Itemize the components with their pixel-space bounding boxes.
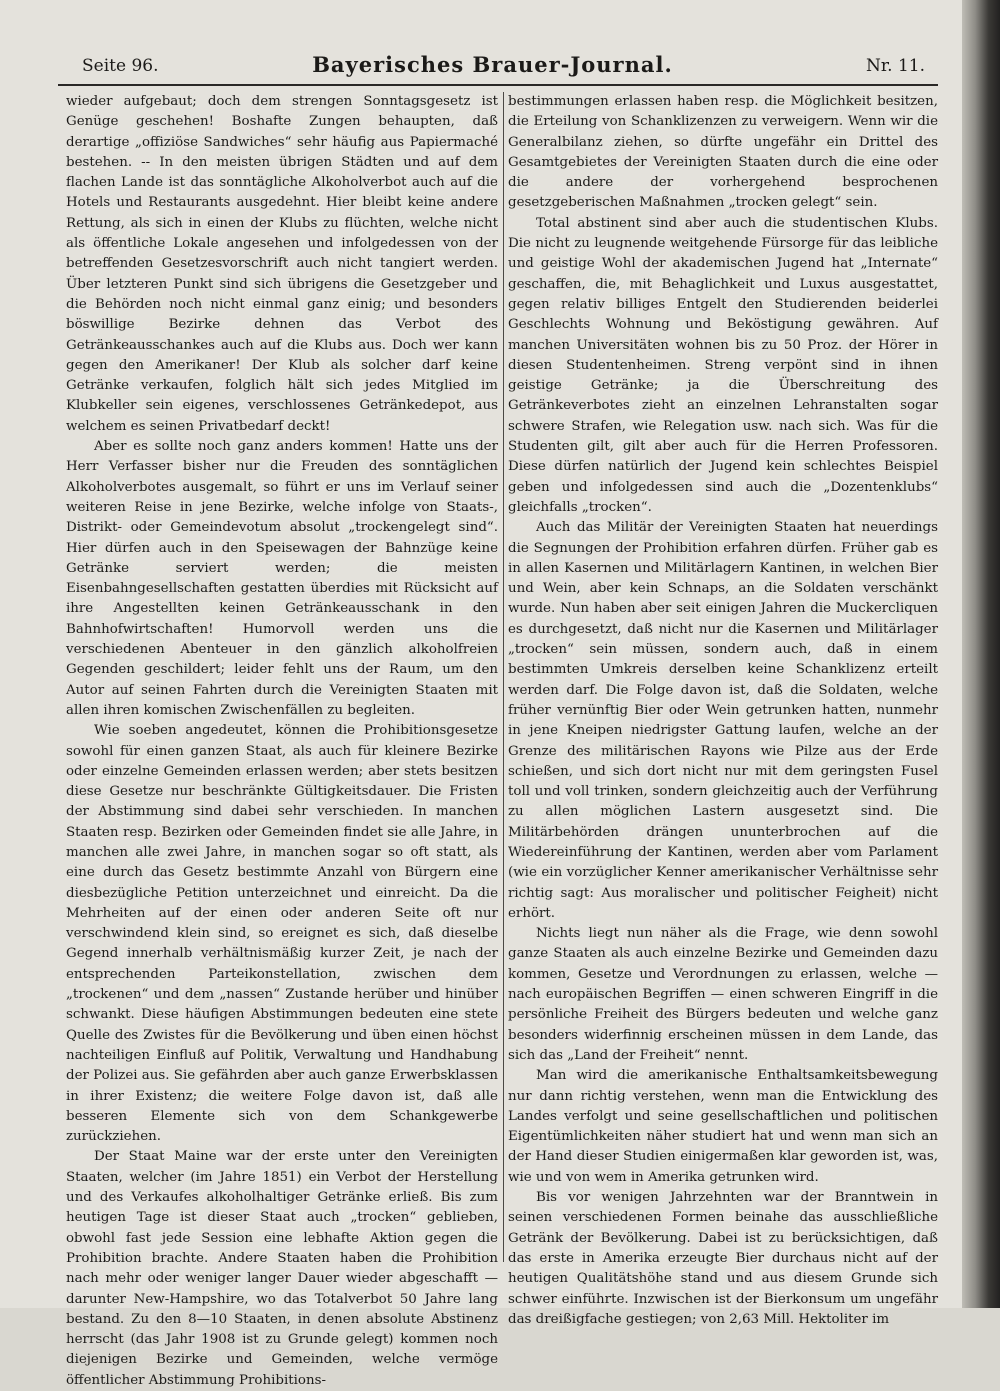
paragraph: Der Staat Maine war der erste unter den Vereinigten Staaten, welcher (im Jahre 1851) ein Verbot der Herstellung und des Verkaufes alkoholhaltiger Getränke erließ. Bis zum heutigen Tage ist dieser Staat auch „trocken“ geblieben, obwohl fast jede Session eine lebhafte Aktion gegen die Prohibition brachte. Andere Staaten haben die Prohibition nach mehr oder weniger langer Dauer wieder abgeschafft — darunter New-Hampshire, wo das Totalverbot 50 Jahre lang bestand. Zu den 8—10 Staaten, in denen absolute Abstinenz herrscht (das Jahr 1908 ist zu Grunde gelegt) kommen noch diejenigen Bezirke und Gemeinden, welche vermöge öffentlicher Abstimmung Prohibitions- — [66, 1149, 498, 1388]
issue-number: Nr. 11. — [866, 56, 925, 76]
left-column — [66, 92, 498, 1388]
page-header — [60, 52, 925, 84]
journal-title: Bayerisches Brauer-Journal. — [312, 52, 673, 77]
header-rule — [58, 84, 938, 86]
paragraph: wieder aufgebaut; doch dem strengen Sonntagsgesetz ist Genüge geschehen! Boshafte Zungen behaupten, daß derartige „offiziöse Sandwiches“ sehr häufig aus Papiermaché bestehen. -- In den meisten übrigen Städten und auf dem flachen Lande ist das sonntägliche Alkoholverbot auch auf die Hotels und Restaurants ausgedehnt. Hier bleibt keine andere Rettung, als sich in einen der Klubs zu flüchten, welche nicht als öffentliche Lokale angesehen und infolgedessen von der betreffenden Gesetzesvorschrift auch nicht tangiert werden. Über letzteren Punkt sind sich übrigens die Gesetzgeber und die Behörden noch nicht einmal ganz einig; und besonders böswillige Bezirke dehnen das Verbot des Getränkeausschankes auch auf die Klubs aus. Doch wer kann gegen den Amerikaner! Der Klub als solcher darf keine Getränke verkaufen, folglich hält sich jedes Mitglied im Klubkeller sein eigenes, verschlossenes Getränkedepot, aus welchem es seinen Privatbedarf deckt! — [66, 94, 498, 434]
paragraph: Nichts liegt nun näher als die Frage, wie denn sowohl ganze Staaten als auch einzelne Bezirke und Gemeinden dazu kommen, Gesetze und Verordnungen zu erlassen, welche — nach europäischen Begriffen — einen schweren Eingriff in die persönliche Freiheit des Bürgers bedeuten und welche ganz besonders widerfinnig erscheinen müssen in dem Lande, das sich das „Land der Freiheit“ nennt. — [508, 926, 938, 1063]
column-divider — [503, 92, 504, 1262]
paragraph: Wie soeben angedeutet, können die Prohibitionsgesetze sowohl für einen ganzen Staat, als auch für kleinere Bezirke oder einzelne Gemeinden erlassen werden; aber stets besitzen diese Gesetze nur beschränkte Gültigkeitsdauer. Die Fristen der Abstimmung sind dabei sehr verschieden. In manchen Staaten resp. Bezirken oder Gemeinden findet sie alle Jahre, in manchen alle zwei Jahre, in manchen sogar so oft statt, als eine durch das Gesetz bestimmte Anzahl von Bürgern eine diesbezügliche Petition unterzeichnet und einreicht. Da die Mehrheiten auf der einen oder anderen Seite oft nur verschwindend klein sind, so ereignet es sich, daß dieselbe Gegend innerhalb verhältnismäßig kurzer Zeit, je nach der entsprechenden Parteikonstellation, zwischen dem „trockenen“ und dem „nassen“ Zustande herüber und hinüber schwankt. Diese häufigen Abstimmungen bedeuten eine stete Quelle des Zwistes für die Bevölkerung und üben einen höchst nachteiligen Einfluß auf Politik, Verwaltung und Handhabung der Polizei aus. Sie gefährden aber auch ganze Erwerbsklassen in ihrer Existenz; die weitere Folge davon ist, daß alle besseren Elemente sich von dem Schankgewerbe zurückziehen. — [66, 723, 498, 1145]
paragraph: Auch das Militär der Vereinigten Staaten hat neuerdings die Segnungen der Prohibition erfahren dürfen. Früher gab es in allen Kasernen und Militärlagern Kantinen, in welchen Bier und Wein, aber kein Schnaps, an die Soldaten verschänkt wurde. Nun haben aber seit einigen Jahren die Muckercliquen es durchgesetzt, daß nicht nur die Kasernen und Militärlager „trocken“ sein müssen, sondern auch, daß in einem bestimmten Umkreis derselben keine Schanklizenz erteilt werden darf. Die Folge davon ist, daß die Soldaten, welche früher vernünftig Bier oder Wein getrunken hatten, nunmehr in jene Kneipen niedrigster Gattung laufen, welche an der Grenze des militärischen Rayons wie Pilze aus der Erde schießen, und sich dort nicht nur mit dem geringsten Fusel toll und voll trinken, sondern gleichzeitig auch der Verführung zu allen möglichen Lastern ausgesetzt sind. Die Militärbehörden drängen ununterbrochen auf die Wiedereinführung der Kantinen, werden aber vom Parlament (wie ein vorzüglicher Kenner amerikanischer Verhältnisse sehr richtig sagt: Aus moralischer und politischer Feigheit) nicht erhört. — [508, 520, 938, 921]
right-column — [508, 92, 938, 1327]
paragraph: Man wird die amerikanische Enthaltsamkeitsbewegung nur dann richtig verstehen, wenn man die Entwicklung des Landes verfolgt und seine gesellschaftlichen und politischen Eigentümlichkeiten näher studiert hat und wenn man sich an der Hand dieser Studien einigermaßen klar geworden ist, was, wie und von wem in Amerika getrunken wird. — [508, 1068, 938, 1185]
page-number: Seite 96. — [82, 56, 159, 76]
book-binding-edge — [962, 0, 1000, 1308]
paragraph: bestimmungen erlassen haben resp. die Möglichkeit besitzen, die Erteilung von Schanklizenzen zu verweigern. Wenn wir die Generalbilanz ziehen, so dürfte ungefähr ein Drittel des Gesamtgebietes der Vereinigten Staaten durch die eine oder die andere der vorhergehend besprochenen gesetzgeberischen Maßnahmen „trocken gelegt“ sein. — [508, 94, 938, 211]
paragraph: Bis vor wenigen Jahrzehnten war der Branntwein in seinen verschiedenen Formen beinahe das ausschließliche Getränk der Bevölkerung. Dabei ist zu berücksichtigen, daß das erste in Amerika erzeugte Bier durchaus nicht auf der heutigen Qualitätshöhe stand und aus diesem Grunde sich schwer einführte. Inzwischen ist der Bierkonsum um ungefähr das dreißigfache gestiegen; von 2,63 Mill. Hektoliter im — [508, 1190, 938, 1327]
paragraph: Aber es sollte noch ganz anders kommen! Hatte uns der Herr Verfasser bisher nur die Freuden des sonntäglichen Alkoholverbotes ausgemalt, so führt er uns im Verlauf seiner weiteren Reise in jene Bezirke, welche infolge von Staats-, Distrikt- oder Gemeindevotum absolut „trockengelegt sind“. Hier dürfen auch in den Speisewagen der Bahnzüge keine Getränke serviert werden; die meisten Eisenbahngesellschaften gestatten überdies mit Rücksicht auf ihre Angestellten keinen Getränkeausschank in den Bahnhofwirtschaften! Humorvoll werden uns die verschiedenen Abenteuer in den gänzlich alkoholfreien Gegenden geschildert; leider fehlt uns der Raum, um den Autor auf seinen Fahrten durch die Vereinigten Staaten mit allen ihren komischen Zwischenfällen zu begleiten. — [66, 439, 498, 718]
paragraph: Total abstinent sind aber auch die studentischen Klubs. Die nicht zu leugnende weitgehende Fürsorge für das leibliche und geistige Wohl der akademischen Jugend hat „Internate“ geschaffen, die, mit Behaglichkeit und Luxus ausgestattet, gegen relativ billiges Entgelt den Studierenden beiderlei Geschlechts Wohnung und Beköstigung gewähren. Auf manchen Universitäten wohnen bis zu 50 Proz. der Hörer in diesen Studentenheimen. Streng verpönt sind in ihnen geistige Getränke; ja die Überschreitung des Getränkeverbotes zieht an einzelnen Lehranstalten sogar schwere Strafen, wie Relegation usw. nach sich. Was für die Studenten gilt, gilt aber auch für die Herren Professoren. Diese dürfen natürlich der Jugend kein schlechtes Beispiel geben und infolgedessen sind auch die „Dozentenklubs“ gleichfalls „trocken“. — [508, 215, 938, 515]
